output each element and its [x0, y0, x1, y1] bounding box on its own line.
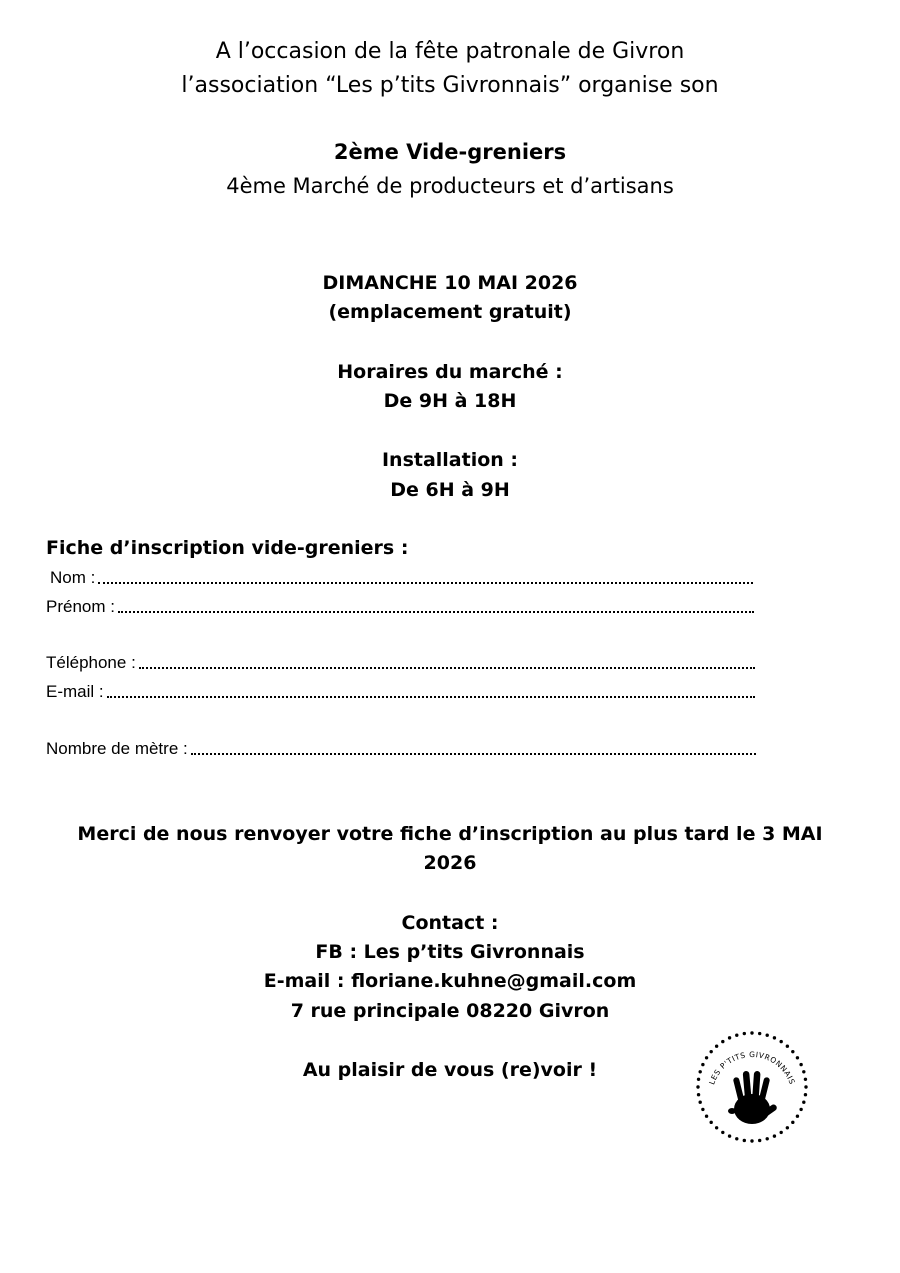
contact-label: Contact :	[401, 912, 499, 934]
logo-ring-dot	[705, 1114, 708, 1117]
logo-ring-dot	[796, 1056, 799, 1059]
logo-ring-dot	[773, 1036, 776, 1039]
metres-label: Nombre de mètre :	[46, 739, 188, 758]
email-label: E-mail :	[46, 682, 104, 701]
nom-dotted-line[interactable]	[98, 582, 753, 584]
logo-ring-dot	[701, 1063, 704, 1066]
deadline-line-2: 2026	[423, 852, 477, 874]
intro-line-2: l’association “Les p’tits Givronnais” organise son	[181, 73, 719, 98]
logo-ring-dot	[773, 1134, 776, 1137]
logo-ring-dot	[697, 1078, 700, 1081]
logo-ring-dot	[796, 1114, 799, 1117]
form-title: Fiche d’inscription vide-greniers :	[46, 537, 409, 559]
logo-ring-dot	[766, 1033, 769, 1036]
logo-ring-dot	[766, 1137, 769, 1140]
logo-ring-dot	[779, 1131, 782, 1134]
contact-email: E-mail : floriane.kuhne@gmail.com	[263, 970, 637, 992]
logo-ring-dot	[735, 1137, 738, 1140]
logo-ring-dot	[701, 1108, 704, 1111]
logo-ring-dot	[715, 1044, 718, 1047]
handprint-icon	[728, 1071, 778, 1124]
event-date: DIMANCHE 10 MAI 2026	[322, 272, 578, 294]
logo-ring-dot	[743, 1139, 746, 1142]
logo-ring-dot	[728, 1134, 731, 1137]
event-date-note: (emplacement gratuit)	[328, 301, 572, 323]
event-title: 2ème Vide-greniers	[333, 140, 567, 164]
logo-ring-dot	[750, 1139, 753, 1142]
logo-ring-dot	[709, 1050, 712, 1053]
deadline-line-1: Merci de nous renvoyer votre fiche d’inscription au plus tard le 3 MAI	[77, 823, 823, 845]
intro-line-1: A l’occasion de la fête patronale de Givron	[215, 39, 685, 64]
nom-label: Nom :	[50, 568, 96, 587]
dotted-circle	[696, 1031, 807, 1142]
nom-field[interactable]	[50, 566, 753, 588]
logo-ring-dot	[721, 1131, 724, 1134]
prenom-dotted-line[interactable]	[118, 611, 754, 613]
logo-ring-dot	[791, 1050, 794, 1053]
logo-ring-dot	[758, 1139, 761, 1142]
logo-ring-dot	[786, 1126, 789, 1129]
prenom-field[interactable]	[46, 595, 754, 617]
logo-ring-dot	[721, 1040, 724, 1043]
email-dotted-line[interactable]	[107, 696, 755, 698]
metres-dotted-line[interactable]	[191, 753, 756, 755]
market-hours-label: Horaires du marché :	[337, 361, 563, 383]
email-field[interactable]	[46, 680, 755, 702]
logo-ring-dot	[709, 1121, 712, 1124]
logo-ring-dot	[779, 1040, 782, 1043]
installation-label: Installation :	[381, 449, 519, 471]
contact-facebook: FB : Les p’tits Givronnais	[315, 941, 585, 963]
logo-ring-dot	[696, 1085, 699, 1088]
telephone-label: Téléphone :	[46, 653, 136, 672]
logo-ring-dot	[758, 1032, 761, 1035]
logo-ring-dot	[802, 1070, 805, 1073]
logo-text: LES P'TITS GIVRONNAIS	[707, 1049, 797, 1086]
event-subtitle: 4ème Marché de producteurs et d’artisans	[226, 174, 674, 198]
logo-ring-dot	[735, 1033, 738, 1036]
contact-address: 7 rue principale 08220 Givron	[290, 1000, 610, 1022]
logo-ring-dot	[750, 1031, 753, 1034]
metres-field[interactable]	[46, 737, 756, 759]
installation-value: De 6H à 9H	[390, 479, 510, 501]
logo-ring-dot	[799, 1108, 802, 1111]
logo-ring-dot	[743, 1032, 746, 1035]
logo-ring-dot	[791, 1121, 794, 1124]
telephone-field[interactable]	[46, 651, 755, 673]
market-hours-value: De 9H à 18H	[383, 390, 517, 412]
logo-ring-dot	[698, 1101, 701, 1104]
logo-ring-dot	[799, 1063, 802, 1066]
logo-ring-dot	[705, 1056, 708, 1059]
closing-message: Au plaisir de vous (re)voir !	[302, 1059, 598, 1081]
logo-ring-dot	[698, 1070, 701, 1073]
logo-ring-dot	[697, 1093, 700, 1096]
logo-ring-dot	[715, 1126, 718, 1129]
association-logo	[692, 1027, 812, 1147]
logo-ring-dot	[786, 1044, 789, 1047]
telephone-dotted-line[interactable]	[139, 667, 755, 669]
logo-ring-dot	[804, 1078, 807, 1081]
logo-ring-dot	[804, 1093, 807, 1096]
logo-ring-dot	[728, 1036, 731, 1039]
logo-ring-dot	[802, 1101, 805, 1104]
logo-ring-dot	[804, 1085, 807, 1088]
prenom-label: Prénom :	[46, 597, 115, 616]
